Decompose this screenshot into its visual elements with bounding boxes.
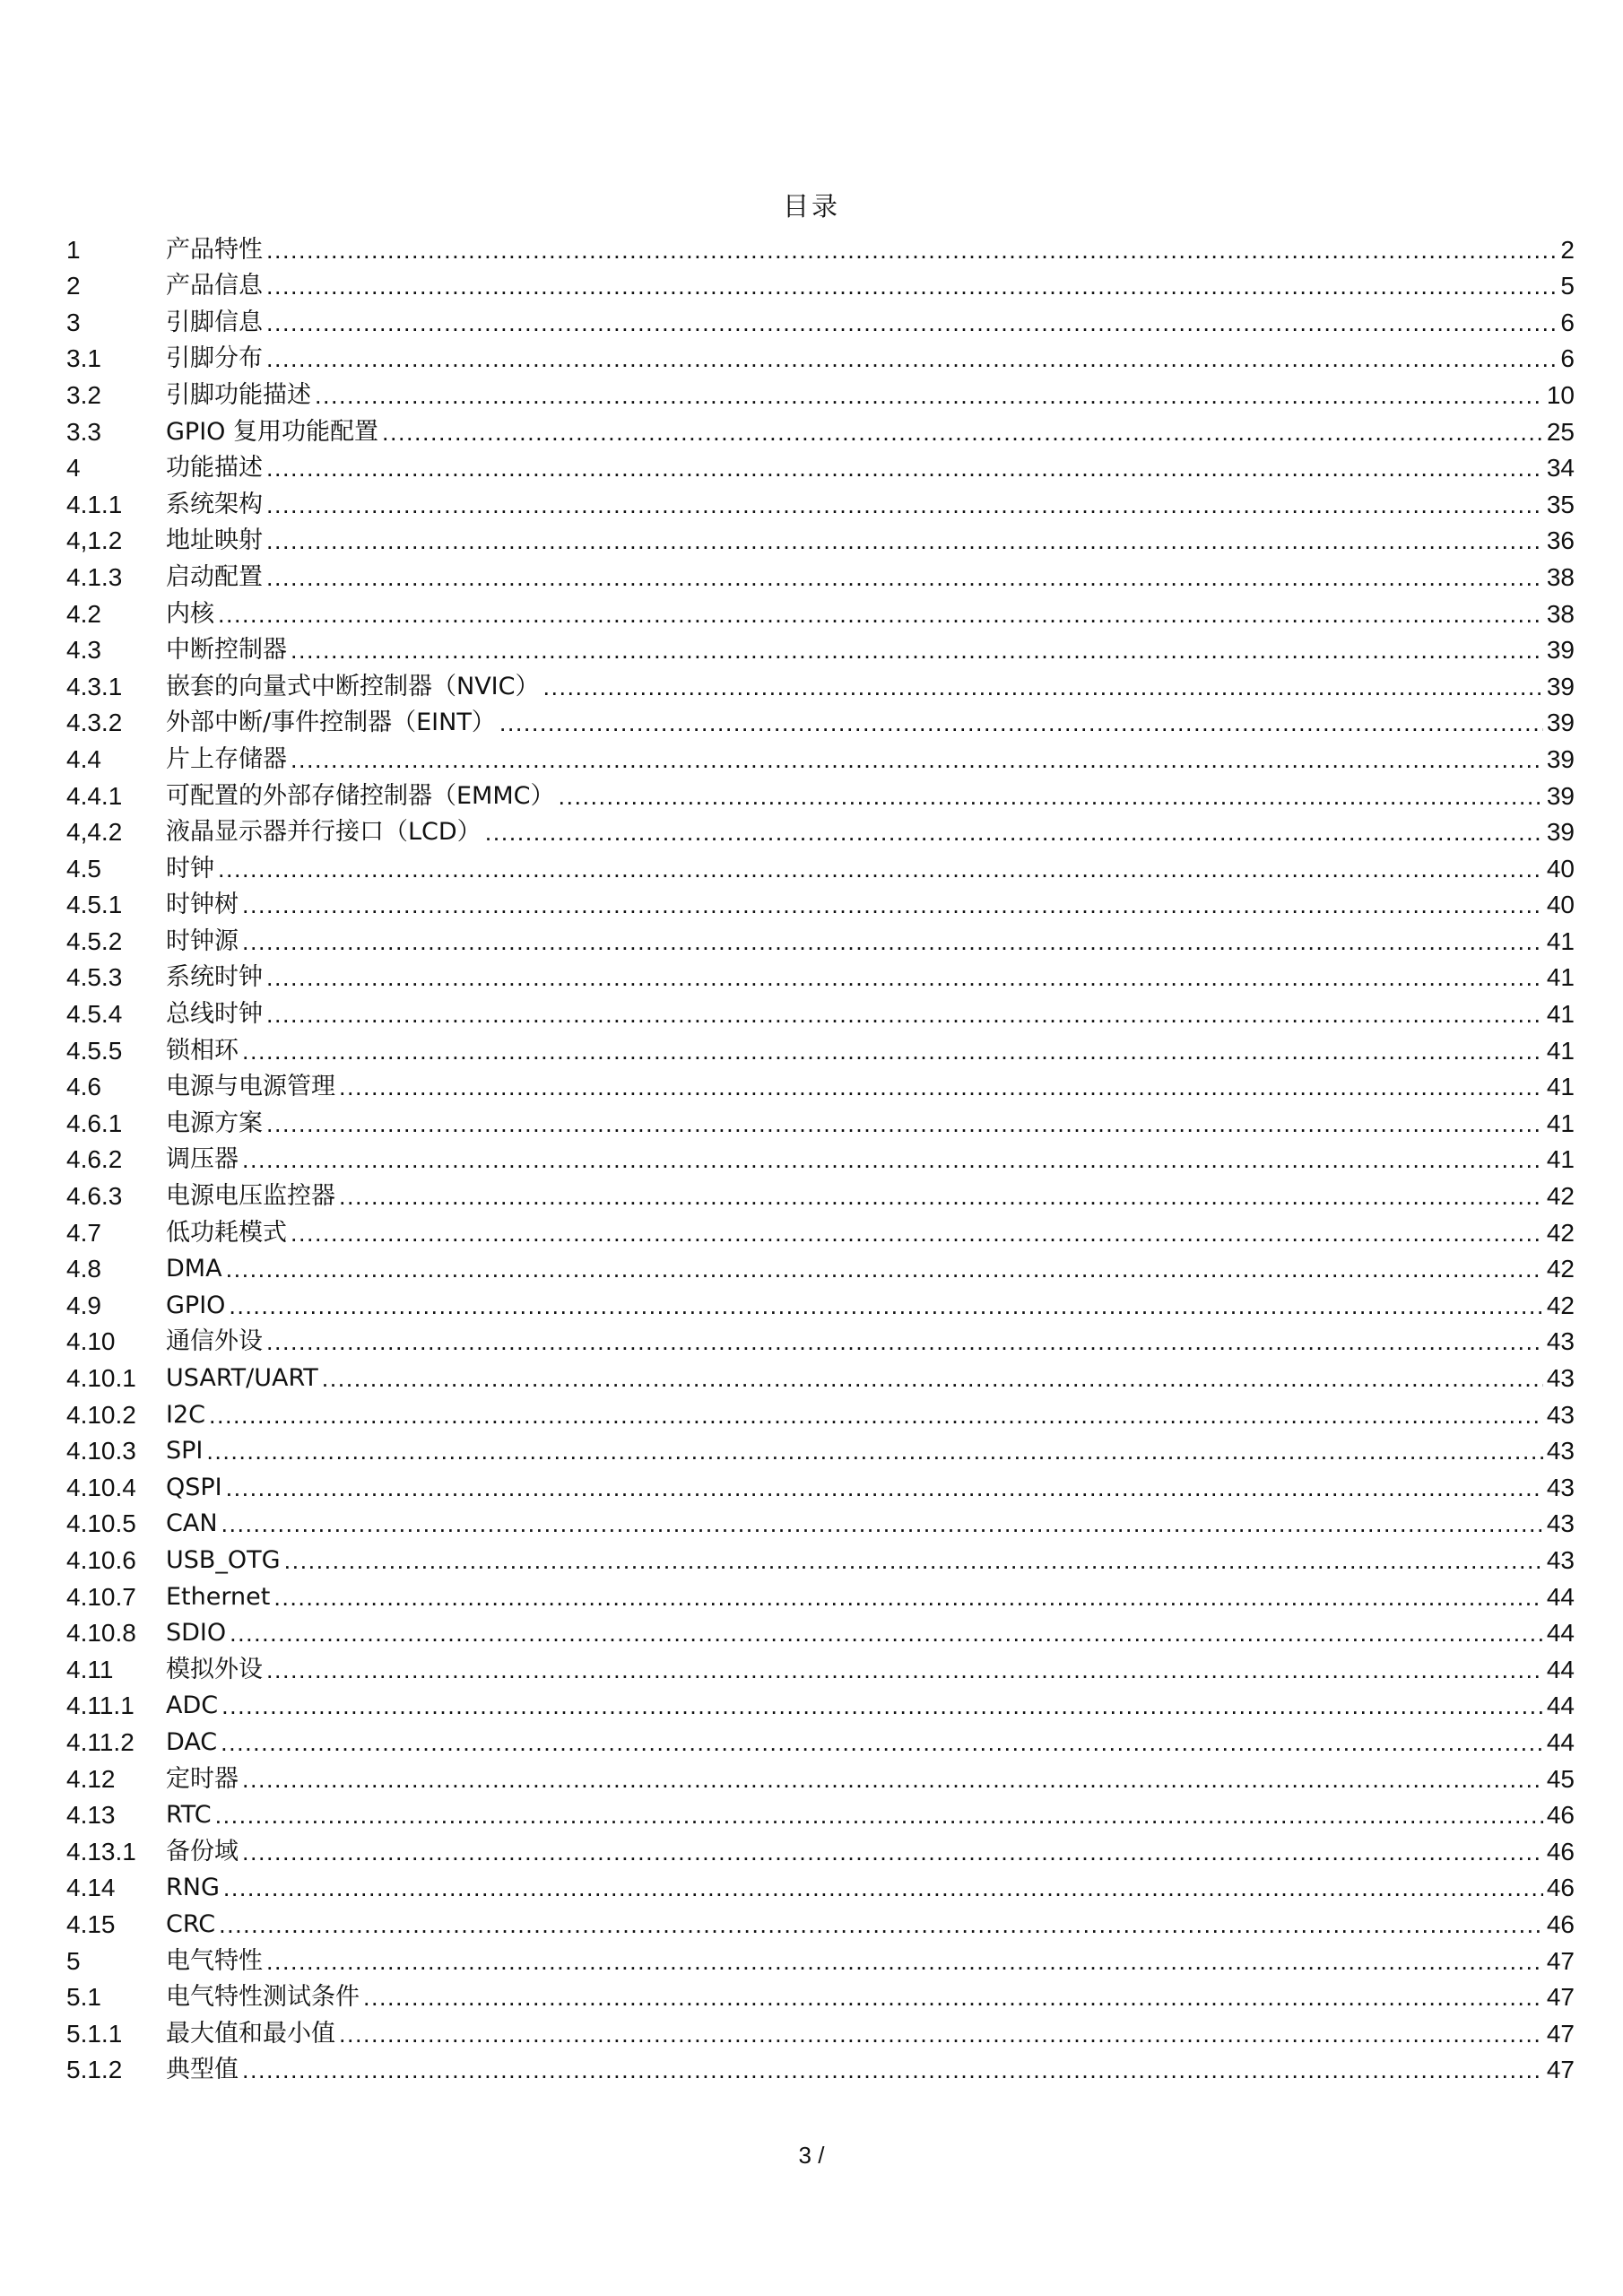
toc-entry[interactable] <box>66 1319 1575 1356</box>
toc-entry-title: CAN <box>166 1509 218 1538</box>
toc-dot-leader <box>206 1438 1542 1465</box>
toc-entry-title: GPIO 复用功能配置 <box>166 417 379 446</box>
toc-entry[interactable] <box>66 482 1575 518</box>
toc-entry-page: 42 <box>1546 1182 1575 1211</box>
toc-entry-number: 4,4.2 <box>66 818 123 847</box>
toc-entry[interactable] <box>66 1100 1575 1137</box>
toc-entry-page: 43 <box>1546 1400 1575 1429</box>
toc-dot-leader <box>266 455 1543 482</box>
toc-entry-number: 4.5.1 <box>66 891 123 919</box>
toc-entry-number: 4.9 <box>66 1291 101 1319</box>
toc-entry-number: 3.2 <box>66 380 101 409</box>
toc-entry[interactable] <box>66 1247 1575 1283</box>
toc-entry-number: 4.11 <box>66 1655 114 1683</box>
toc-entry-title: QSPI <box>166 1473 222 1501</box>
toc-entry-title: 时钟源 <box>166 926 239 955</box>
toc-entry[interactable] <box>66 918 1575 955</box>
toc-entry-number: 4.6.1 <box>66 1109 123 1137</box>
toc-entry[interactable] <box>66 1793 1575 1830</box>
toc-entry-title: SPI <box>166 1437 204 1465</box>
toc-dot-leader <box>339 2021 1543 2048</box>
toc-entry-number: 3.1 <box>66 344 101 373</box>
toc-dot-leader <box>242 1146 1543 1173</box>
toc-entry-number: 4.5.4 <box>66 1000 123 1029</box>
toc-dot-leader <box>266 345 1557 372</box>
toc-entry-number: 4.12 <box>66 1764 116 1793</box>
toc-entry-title: 锁相环 <box>166 1036 239 1065</box>
toc-entry-title: 总线时钟 <box>166 1000 263 1029</box>
toc-dot-leader <box>266 1328 1543 1355</box>
toc-entry[interactable] <box>66 1901 1575 1938</box>
toc-dot-leader <box>291 637 1543 664</box>
toc-entry-title: 电源电压监控器 <box>166 1182 335 1211</box>
toc-entry-number: 4.10.6 <box>66 1545 136 1574</box>
toc-entry-title: 最大值和最小值 <box>166 2019 335 2048</box>
toc-entry-number: 4.8 <box>66 1255 101 1283</box>
toc-entry[interactable] <box>66 1210 1575 1247</box>
toc-entry[interactable] <box>66 1283 1575 1319</box>
toc-entry-number: 4.10.1 <box>66 1364 136 1392</box>
toc-entry-page: 6 <box>1560 344 1575 373</box>
toc-dot-leader <box>266 1657 1543 1683</box>
toc-dot-leader <box>339 1074 1543 1100</box>
toc-entry[interactable] <box>66 1173 1575 1210</box>
toc-entry-number: 4 <box>66 454 81 483</box>
toc-entry[interactable] <box>66 1866 1575 1902</box>
toc-entry-number: 4.10.5 <box>66 1509 136 1538</box>
toc-dot-leader <box>559 783 1543 810</box>
toc-entry[interactable] <box>66 1938 1575 1975</box>
toc-entry-number: 4.5.3 <box>66 963 123 992</box>
toc-entry[interactable] <box>66 1429 1575 1465</box>
toc-entry[interactable] <box>66 1137 1575 1174</box>
toc-entry[interactable] <box>66 991 1575 1028</box>
toc-entry[interactable] <box>66 1683 1575 1720</box>
toc-entry-page: 2 <box>1560 235 1575 264</box>
toc-entry-page: 46 <box>1546 1837 1575 1866</box>
toc-entry-page: 44 <box>1546 1727 1575 1756</box>
toc-entry-number: 4.4 <box>66 744 101 773</box>
toc-entry-title: 产品信息 <box>166 272 263 300</box>
toc-dot-leader <box>266 1948 1543 1975</box>
toc-entry-number: 4.14 <box>66 1874 116 1902</box>
toc-dot-leader <box>291 1220 1543 1247</box>
toc-entry-title: Ethernet <box>166 1582 271 1611</box>
toc-dot-leader <box>242 1839 1543 1866</box>
toc-entry-title: 时钟树 <box>166 891 239 919</box>
table-of-contents <box>66 227 1575 2083</box>
toc-entry-number: 4.7 <box>66 1218 101 1247</box>
toc-dot-leader <box>363 1984 1543 2011</box>
toc-entry-page: 43 <box>1546 1509 1575 1538</box>
toc-entry[interactable] <box>66 1719 1575 1756</box>
toc-entry-number: 5 <box>66 1946 81 1975</box>
toc-entry[interactable] <box>66 409 1575 446</box>
toc-entry-page: 44 <box>1546 1582 1575 1611</box>
toc-dot-leader <box>223 1874 1543 1901</box>
toc-dot-leader <box>218 601 1543 628</box>
toc-entry-number: 4.6 <box>66 1073 101 1101</box>
toc-entry-number: 4.4.1 <box>66 781 123 810</box>
toc-entry-page: 42 <box>1546 1291 1575 1319</box>
toc-dot-leader <box>266 491 1543 518</box>
toc-entry[interactable] <box>66 810 1575 847</box>
toc-entry-number: 4.3.1 <box>66 672 123 700</box>
toc-dot-leader <box>230 1620 1543 1647</box>
toc-dot-leader <box>266 1001 1543 1028</box>
toc-entry-title: RTC <box>166 1801 212 1830</box>
toc-entry-page: 41 <box>1546 1000 1575 1029</box>
toc-entry-page: 5 <box>1560 272 1575 300</box>
toc-entry-title: 引脚功能描述 <box>166 380 311 409</box>
toc-entry[interactable] <box>66 883 1575 919</box>
toc-entry-title: DAC <box>166 1727 218 1756</box>
toc-dot-leader <box>221 1692 1543 1719</box>
toc-entry-title: 引脚信息 <box>166 308 263 336</box>
toc-entry-title: 系统时钟 <box>166 963 263 992</box>
toc-entry[interactable] <box>66 264 1575 300</box>
toc-entry-number: 4.5.5 <box>66 1036 123 1065</box>
toc-entry-number: 4.13 <box>66 1801 116 1830</box>
toc-entry-page: 39 <box>1546 744 1575 773</box>
toc-entry[interactable] <box>66 300 1575 336</box>
toc-entry-title: 功能描述 <box>166 454 263 483</box>
toc-entry-number: 4.11.2 <box>66 1727 135 1756</box>
toc-entry-title: 内核 <box>166 599 214 628</box>
toc-entry[interactable] <box>66 1756 1575 1793</box>
toc-entry-title: 备份域 <box>166 1837 239 1866</box>
toc-dot-leader <box>291 746 1543 773</box>
toc-entry-title: CRC <box>166 1909 216 1938</box>
toc-entry-page: 39 <box>1546 672 1575 700</box>
toc-entry[interactable] <box>66 446 1575 483</box>
toc-entry-title: 时钟 <box>166 854 214 883</box>
toc-dot-leader <box>339 1183 1543 1210</box>
toc-dot-leader <box>485 819 1543 846</box>
toc-entry-page: 43 <box>1546 1364 1575 1392</box>
toc-entry-number: 5.1 <box>66 1983 101 2012</box>
toc-entry-number: 4,1.2 <box>66 526 123 555</box>
toc-entry-title: 系统架构 <box>166 490 263 518</box>
toc-entry[interactable] <box>66 1355 1575 1392</box>
toc-entry-page: 41 <box>1546 1073 1575 1101</box>
toc-entry-title: 典型值 <box>166 2056 239 2084</box>
toc-entry-page: 42 <box>1546 1255 1575 1283</box>
toc-entry[interactable] <box>66 1829 1575 1866</box>
toc-entry[interactable] <box>66 2011 1575 2048</box>
toc-entry-title: 通信外设 <box>166 1327 263 1356</box>
toc-entry-title: 嵌套的向量式中断控制器（NVIC） <box>166 672 540 700</box>
toc-entry[interactable] <box>66 773 1575 810</box>
toc-entry[interactable] <box>66 664 1575 700</box>
toc-entry[interactable] <box>66 1975 1575 2012</box>
toc-entry[interactable] <box>66 518 1575 555</box>
toc-entry-title: DMA <box>166 1255 222 1283</box>
toc-entry-page: 41 <box>1546 1109 1575 1137</box>
toc-dot-leader <box>226 1256 1543 1283</box>
toc-dot-leader <box>221 1510 1543 1537</box>
toc-entry-number: 5.1.1 <box>66 2019 123 2048</box>
toc-entry[interactable] <box>66 700 1575 737</box>
toc-dot-leader <box>284 1547 1543 1574</box>
toc-entry-title: USART/UART <box>166 1364 318 1392</box>
toc-entry-number: 4.10 <box>66 1327 116 1356</box>
toc-entry-number: 4.10.7 <box>66 1582 136 1611</box>
toc-entry-title: 模拟外设 <box>166 1655 263 1683</box>
toc-entry[interactable] <box>66 1465 1575 1501</box>
toc-entry-page: 41 <box>1546 1036 1575 1065</box>
toc-entry-page: 46 <box>1546 1874 1575 1902</box>
toc-entry-title: 电气特性测试条件 <box>166 1983 360 2012</box>
toc-entry-page: 39 <box>1546 636 1575 665</box>
toc-entry-page: 38 <box>1546 562 1575 591</box>
toc-entry-title: 电源与电源管理 <box>166 1073 335 1101</box>
toc-entry-page: 41 <box>1546 926 1575 955</box>
toc-dot-leader <box>209 1402 1543 1429</box>
page-number: 3 / <box>798 2142 825 2169</box>
toc-entry-page: 35 <box>1546 490 1575 518</box>
toc-entry[interactable] <box>66 591 1575 628</box>
toc-entry-page: 46 <box>1546 1801 1575 1830</box>
toc-entry-page: 44 <box>1546 1655 1575 1683</box>
toc-entry[interactable] <box>66 846 1575 883</box>
toc-entry-title: 引脚分布 <box>166 344 263 373</box>
toc-entry-title: I2C <box>166 1400 205 1429</box>
toc-dot-leader <box>273 1584 1543 1611</box>
toc-dot-leader <box>382 419 1543 446</box>
toc-entry-page: 25 <box>1546 417 1575 446</box>
toc-entry-number: 4.10.3 <box>66 1437 136 1465</box>
toc-entry-number: 4.6.2 <box>66 1145 123 1174</box>
toc-dot-leader <box>242 891 1543 918</box>
toc-dot-leader <box>229 1292 1542 1319</box>
toc-entry-title: 片上存储器 <box>166 744 287 773</box>
toc-dot-leader <box>542 674 1542 700</box>
toc-entry-page: 36 <box>1546 526 1575 555</box>
toc-entry-number: 4.5.2 <box>66 926 123 955</box>
toc-entry-page: 43 <box>1546 1473 1575 1501</box>
toc-entry-title: 低功耗模式 <box>166 1218 287 1247</box>
toc-entry-page: 38 <box>1546 599 1575 628</box>
toc-entry-title: 中断控制器 <box>166 636 287 665</box>
toc-entry[interactable] <box>66 1574 1575 1611</box>
toc-entry-title: 地址映射 <box>166 526 263 555</box>
toc-entry[interactable] <box>66 1647 1575 1683</box>
toc-entry-page: 34 <box>1546 454 1575 483</box>
toc-entry-number: 3 <box>66 308 81 336</box>
toc-dot-leader <box>221 1729 1543 1756</box>
toc-entry[interactable] <box>66 1501 1575 1538</box>
toc-entry[interactable] <box>66 372 1575 409</box>
toc-entry-number: 4.1.3 <box>66 562 123 591</box>
toc-entry[interactable] <box>66 227 1575 264</box>
toc-entry[interactable] <box>66 955 1575 992</box>
toc-entry-title: 电气特性 <box>166 1946 263 1975</box>
toc-entry-page: 10 <box>1546 380 1575 409</box>
toc-dot-leader <box>215 1802 1543 1829</box>
toc-entry-title: 调压器 <box>166 1145 239 1174</box>
toc-entry-number: 4.10.8 <box>66 1619 136 1648</box>
toc-entry-title: 外部中断/事件控制器（EINT） <box>166 709 496 737</box>
toc-entry-page: 40 <box>1546 891 1575 919</box>
toc-entry[interactable] <box>66 2048 1575 2084</box>
toc-entry-number: 4.10.4 <box>66 1473 136 1501</box>
toc-entry-title: 定时器 <box>166 1764 239 1793</box>
toc-dot-leader <box>218 856 1543 883</box>
toc-dot-leader <box>266 237 1557 264</box>
toc-entry-number: 4.15 <box>66 1909 116 1938</box>
toc-entry-page: 40 <box>1546 854 1575 883</box>
toc-entry-page: 41 <box>1546 963 1575 992</box>
toc-entry[interactable] <box>66 1537 1575 1574</box>
toc-entry-number: 3.3 <box>66 417 101 446</box>
toc-entry-page: 47 <box>1546 2056 1575 2084</box>
toc-entry[interactable] <box>66 336 1575 373</box>
toc-entry-title: 启动配置 <box>166 562 263 591</box>
toc-entry-number: 4.1.1 <box>66 490 123 518</box>
toc-entry-page: 47 <box>1546 2019 1575 2048</box>
toc-entry-title: SDIO <box>166 1619 227 1648</box>
toc-entry[interactable] <box>66 1392 1575 1429</box>
toc-entry-page: 41 <box>1546 1145 1575 1174</box>
toc-entry-number: 4.5 <box>66 854 101 883</box>
toc-entry-number: 4.11.1 <box>66 1692 135 1720</box>
toc-entry-number: 4.3.2 <box>66 709 123 737</box>
toc-entry-page: 43 <box>1546 1437 1575 1465</box>
toc-dot-leader <box>266 964 1543 991</box>
toc-entry-page: 46 <box>1546 1909 1575 1938</box>
toc-dot-leader <box>242 2057 1543 2083</box>
toc-entry[interactable] <box>66 736 1575 773</box>
toc-entry-number: 1 <box>66 235 81 264</box>
toc-entry-title: 电源方案 <box>166 1109 263 1137</box>
toc-dot-leader <box>226 1474 1543 1501</box>
toc-dot-leader <box>242 1766 1543 1793</box>
toc-entry-title: RNG <box>166 1874 220 1902</box>
toc-entry-page: 43 <box>1546 1545 1575 1574</box>
toc-dot-leader <box>242 928 1543 955</box>
toc-entry[interactable] <box>66 1028 1575 1065</box>
toc-entry-page: 47 <box>1546 1946 1575 1975</box>
toc-dot-leader <box>242 1038 1543 1065</box>
toc-entry-title: USB_OTG <box>166 1545 281 1574</box>
toc-entry-page: 47 <box>1546 1983 1575 2012</box>
toc-entry-page: 42 <box>1546 1218 1575 1247</box>
toc-entry-page: 43 <box>1546 1327 1575 1356</box>
toc-dot-leader <box>266 564 1543 591</box>
toc-entry-page: 39 <box>1546 709 1575 737</box>
toc-dot-leader <box>266 309 1557 336</box>
toc-dot-leader <box>219 1911 1543 1938</box>
toc-entry-number: 4.3 <box>66 636 101 665</box>
toc-entry[interactable] <box>66 628 1575 665</box>
toc-dot-leader <box>499 709 1543 736</box>
toc-entry-page: 45 <box>1546 1764 1575 1793</box>
toc-entry[interactable] <box>66 1065 1575 1101</box>
toc-entry-number: 4.2 <box>66 599 101 628</box>
toc-entry-title: 可配置的外部存储控制器（EMMC） <box>166 781 555 810</box>
toc-entry[interactable] <box>66 554 1575 591</box>
toc-dot-leader <box>315 382 1543 409</box>
toc-dot-leader <box>266 527 1543 554</box>
toc-entry-number: 5.1.2 <box>66 2056 123 2084</box>
toc-dot-leader <box>266 273 1557 300</box>
toc-title: 目录 <box>782 191 840 222</box>
toc-entry-number: 2 <box>66 272 81 300</box>
toc-entry-title: ADC <box>166 1692 219 1720</box>
toc-dot-leader <box>322 1365 1543 1392</box>
toc-entry-page: 39 <box>1546 818 1575 847</box>
toc-entry-title: 产品特性 <box>166 235 263 264</box>
toc-entry-page: 44 <box>1546 1692 1575 1720</box>
toc-entry-number: 4.13.1 <box>66 1837 136 1866</box>
toc-entry-number: 4.6.3 <box>66 1182 123 1211</box>
toc-entry-title: GPIO <box>166 1291 226 1319</box>
toc-entry[interactable] <box>66 1611 1575 1648</box>
toc-entry-title: 液晶显示器并行接口（LCD） <box>166 818 482 847</box>
toc-entry-page: 44 <box>1546 1619 1575 1648</box>
toc-entry-number: 4.10.2 <box>66 1400 136 1429</box>
toc-entry-page: 39 <box>1546 781 1575 810</box>
toc-entry-page: 6 <box>1560 308 1575 336</box>
toc-dot-leader <box>266 1110 1543 1137</box>
